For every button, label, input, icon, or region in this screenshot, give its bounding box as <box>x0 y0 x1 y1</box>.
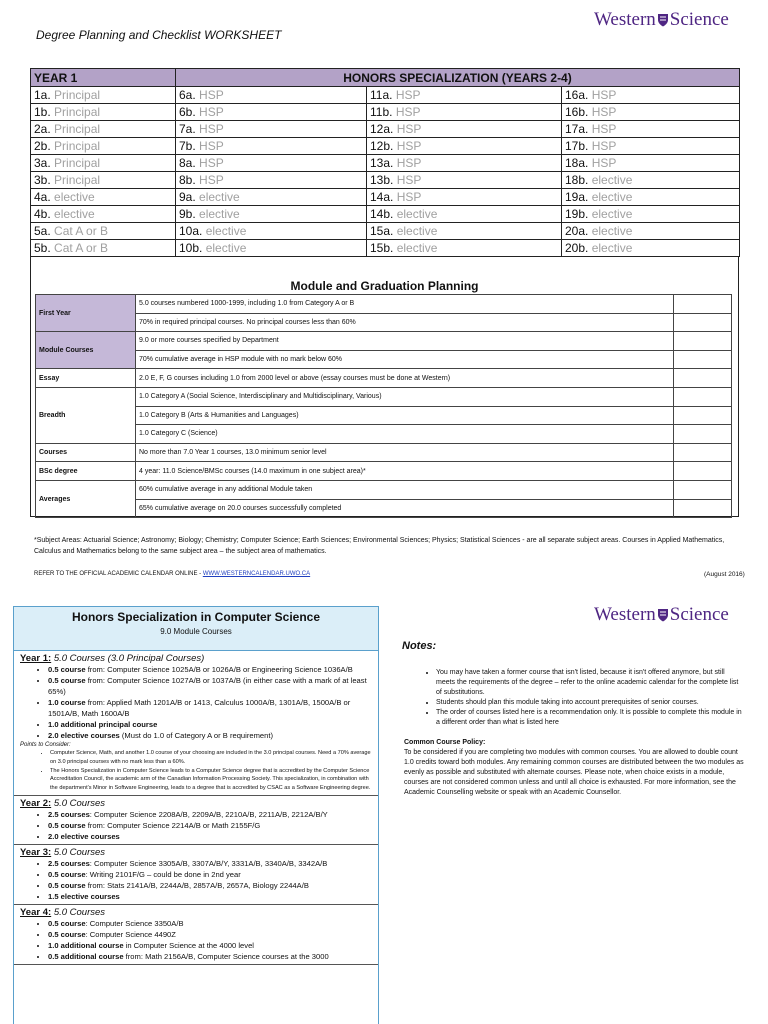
requirement-amount: 0.5 course <box>48 880 86 890</box>
planning-category: Courses <box>36 443 136 462</box>
planning-check-cell[interactable] <box>674 350 732 369</box>
course-requirement <box>48 891 372 902</box>
grid-row <box>31 155 740 172</box>
course-requirement <box>48 664 372 675</box>
course-requirement <box>48 880 372 891</box>
year-label: Year 3: <box>20 846 52 858</box>
year-label: Year 1: <box>20 653 52 664</box>
slot-label: 1b. <box>34 105 51 119</box>
course-slot[interactable] <box>562 87 740 104</box>
requirement-amount: 2.5 courses <box>48 858 90 868</box>
slot-placeholder: HSP <box>591 139 617 153</box>
course-slot[interactable] <box>176 87 367 104</box>
slot-placeholder: HSP <box>199 88 224 102</box>
slot-label: 11b. <box>370 105 393 119</box>
course-slot[interactable] <box>31 121 176 138</box>
slot-placeholder: Cat A or B <box>54 241 109 255</box>
module-graduation-planning <box>30 257 739 517</box>
slot-placeholder: HSP <box>591 122 617 136</box>
requirement-amount: 1.0 additional principal course <box>48 720 158 729</box>
slot-placeholder: HSP <box>199 156 224 170</box>
honors-header-box <box>14 607 378 651</box>
slot-label: 1a. <box>34 88 51 102</box>
slot-label: 4a. <box>34 190 51 204</box>
requirement-amount: 0.5 course <box>48 929 86 939</box>
slot-placeholder: elective <box>396 241 438 255</box>
requirement-amount: 0.5 additional course <box>48 951 124 961</box>
planning-row <box>36 425 732 444</box>
crest-icon <box>657 608 669 622</box>
slot-placeholder: elective <box>205 241 247 255</box>
western-science-logo <box>594 9 729 31</box>
grid-row <box>31 87 740 104</box>
point-item: • Computer Science, Math, and another 1.0 course of your choosing are included in the 3.0 principal courses. Need a 70% average on 3.0 principal courses with no mark less than a 60%. <box>50 749 372 767</box>
slot-label: 7b. <box>179 139 196 153</box>
slot-label: 2b. <box>34 139 51 153</box>
slot-label: 17a. <box>565 122 589 136</box>
year-course-list <box>20 918 372 962</box>
slot-placeholder: elective <box>396 224 438 238</box>
planning-check-cell[interactable] <box>674 332 732 351</box>
course-requirement <box>48 719 372 730</box>
planning-row <box>36 462 732 481</box>
course-slot[interactable] <box>31 104 176 121</box>
slot-label: 11a. <box>370 88 393 102</box>
grid-row <box>31 172 740 189</box>
slot-label: 18a. <box>565 156 589 170</box>
year-section <box>14 905 378 965</box>
course-slot[interactable] <box>367 172 562 189</box>
requirement-amount: 2.5 courses <box>48 809 90 819</box>
grid-row <box>31 240 740 257</box>
slot-label: 13a. <box>370 156 394 170</box>
requirement-amount: 1.0 course <box>48 698 86 707</box>
slot-label: 20b. <box>565 241 589 255</box>
slot-label: 15a. <box>370 224 394 238</box>
course-slot[interactable] <box>176 172 367 189</box>
course-slot[interactable] <box>562 189 740 206</box>
slot-label: 16a. <box>565 88 589 102</box>
requirement-amount: 0.5 course <box>48 665 86 674</box>
planning-check-cell[interactable] <box>674 425 732 444</box>
course-slot[interactable] <box>367 138 562 155</box>
slot-placeholder: elective <box>54 190 95 204</box>
slot-label: 2a. <box>34 122 51 136</box>
note-item: • Students should plan this module taking into account prerequisites of senior courses. <box>436 698 744 708</box>
course-slot[interactable] <box>367 223 562 240</box>
course-slot[interactable] <box>367 121 562 138</box>
slot-placeholder: Principal <box>54 156 101 170</box>
course-slot[interactable] <box>31 206 176 223</box>
planning-category: Averages <box>36 480 136 517</box>
points-to-consider-label: Points to Consider: <box>20 742 71 748</box>
planning-row <box>36 499 732 518</box>
slot-label: 3a. <box>34 156 51 170</box>
western-science-logo-2 <box>594 604 729 626</box>
slot-placeholder: HSP <box>395 88 421 102</box>
year-course-list <box>20 664 372 741</box>
requirement-amount: 2.0 elective courses <box>48 731 120 740</box>
slot-placeholder: Principal <box>54 105 101 119</box>
requirement-detail: in Computer Science at the 4000 level <box>123 940 254 950</box>
course-slot[interactable] <box>176 138 367 155</box>
slot-placeholder: HSP <box>396 122 422 136</box>
slot-placeholder: elective <box>591 173 633 187</box>
grid-row <box>31 223 740 240</box>
course-slot[interactable] <box>31 87 176 104</box>
planning-row <box>36 480 732 499</box>
course-slot[interactable] <box>367 189 562 206</box>
course-grid <box>30 68 740 257</box>
course-requirement <box>48 929 372 940</box>
honors-title: Honors Specialization in Computer Science <box>71 610 321 624</box>
planning-table <box>35 294 732 518</box>
planning-requirement: 4 year: 11.0 Science/BMSc courses (14.0 maximum in one subject area)* <box>136 462 674 481</box>
planning-requirement: 60% cumulative average in any additional Module taken <box>136 480 674 499</box>
course-slot[interactable] <box>176 121 367 138</box>
requirement-detail: : Computer Science 3305A/B, 3307A/B/Y, 3331A/B, 3340A/B, 3342A/B <box>89 858 328 868</box>
slot-label: 19a. <box>565 190 589 204</box>
refer-calendar <box>34 571 310 577</box>
logo-science-text: Science <box>669 604 729 625</box>
year-course-list <box>20 858 372 902</box>
slot-placeholder: HSP <box>395 105 421 119</box>
logo-western-text: Western <box>594 9 656 30</box>
point-item: • The Honors Specialization in Computer Science leads to a Computer Science degree that is accredited by the Computer Science Accreditation Council, the academic arm of the Canadian Information Processing Society. This specialization, in combination with the department's Minor in Software Engineering, leads to a degree that is accredited by CSAC as a Software Engineering degree. <box>50 767 372 793</box>
slot-label: 6b. <box>179 105 196 119</box>
requirement-amount: 1.0 additional course <box>48 940 124 950</box>
course-slot[interactable] <box>562 138 740 155</box>
planning-row <box>36 313 732 332</box>
planning-row <box>36 369 732 388</box>
course-slot[interactable] <box>31 240 176 257</box>
year-heading <box>20 798 372 809</box>
slot-label: 18b. <box>565 173 589 187</box>
planning-row <box>36 443 732 462</box>
policy-heading: Common Course Policy: <box>404 739 486 746</box>
logo-western-text: Western <box>594 604 656 625</box>
course-slot[interactable] <box>367 206 562 223</box>
course-slot[interactable] <box>367 104 562 121</box>
slot-placeholder: Principal <box>54 122 101 136</box>
requirement-amount: 0.5 course <box>48 869 86 879</box>
course-requirement <box>48 675 372 697</box>
course-slot[interactable] <box>176 206 367 223</box>
slot-label: 4b. <box>34 207 51 221</box>
requirement-detail: : Computer Science 4490Z <box>85 929 176 939</box>
year-heading <box>20 653 372 664</box>
grid-row <box>31 138 740 155</box>
slot-placeholder: elective <box>396 207 438 221</box>
course-requirement <box>48 869 372 880</box>
subject-areas-footnote: *Subject Areas: Actuarial Science; Astronomy; Biology; Chemistry; Computer Science; Earth Sciences; Environmental Sciences; Physics; Statistical Sciences - are all separate subject areas. Courses in Applied Mathematics, Calculus and Mathematics belong to the same subject area – the subject area of mathematics. <box>34 537 725 555</box>
year-label: Year 4: <box>20 906 52 918</box>
requirement-amount: 2.0 elective courses <box>48 831 120 841</box>
planning-check-cell[interactable] <box>674 443 732 462</box>
course-slot[interactable] <box>176 155 367 172</box>
course-slot[interactable] <box>562 172 740 189</box>
logo-science-text: Science <box>669 9 729 30</box>
slot-label: 13b. <box>370 173 394 187</box>
year-section <box>14 845 378 905</box>
course-slot[interactable] <box>31 172 176 189</box>
planning-category: Essay <box>36 369 136 388</box>
slot-placeholder: HSP <box>199 105 224 119</box>
course-requirement <box>48 858 372 869</box>
year-course-count: 5.0 Courses <box>53 906 106 918</box>
slot-label: 12a. <box>370 122 394 136</box>
grid-row <box>31 189 740 206</box>
slot-label: 5a. <box>34 224 51 238</box>
slot-placeholder: Principal <box>54 139 101 153</box>
notes-heading: Notes: <box>402 640 437 652</box>
course-slot[interactable] <box>562 121 740 138</box>
course-slot[interactable] <box>562 104 740 121</box>
slot-label: 9a. <box>179 190 196 204</box>
notes-list <box>404 668 744 728</box>
honors-cs-box <box>13 606 379 1024</box>
planning-check-cell[interactable] <box>674 387 732 406</box>
year-course-list <box>20 809 372 842</box>
slot-label: 14a. <box>370 190 394 204</box>
planning-check-cell[interactable] <box>674 313 732 332</box>
planning-requirement: 1.0 Category C (Science) <box>136 425 674 444</box>
requirement-detail: from: Computer Science 2214A/B or Math 2155F/G <box>85 820 261 830</box>
planning-requirement: No more than 7.0 Year 1 courses, 13.0 minimum senior level <box>136 443 674 462</box>
course-requirement <box>48 730 372 741</box>
slot-placeholder: elective <box>199 207 240 221</box>
slot-placeholder: elective <box>591 224 633 238</box>
course-slot[interactable] <box>562 240 740 257</box>
requirement-detail: : Writing 2101F/G – could be done in 2nd year <box>85 869 241 879</box>
slot-placeholder: Cat A or B <box>54 224 109 238</box>
slot-placeholder: elective <box>591 207 633 221</box>
course-slot[interactable] <box>562 206 740 223</box>
honors-header: HONORS SPECIALIZATION (YEARS 2-4) <box>176 69 740 87</box>
planning-requirement: 65% cumulative average on 20.0 courses successfully completed <box>136 499 674 518</box>
planning-row <box>36 295 732 314</box>
grid-row <box>31 206 740 223</box>
planning-row <box>36 350 732 369</box>
requirement-detail: : Computer Science 3350A/B <box>85 918 184 928</box>
note-item: • You may have taken a former course that isn't listed, because it isn't offered anymore, but still meets the requirements of the degree – refer to the online academic calendar for the complete list of substitutions. <box>436 668 744 698</box>
slot-placeholder: HSP <box>591 105 617 119</box>
slot-label: 8b. <box>179 173 196 187</box>
year-course-count: 5.0 Courses <box>53 846 106 858</box>
slot-label: 9b. <box>179 207 196 221</box>
slot-placeholder: HSP <box>396 139 422 153</box>
slot-placeholder: HSP <box>591 156 617 170</box>
course-requirement <box>48 697 372 719</box>
planning-requirement: 9.0 or more courses specified by Department <box>136 332 674 351</box>
slot-label: 15b. <box>370 241 394 255</box>
crest-icon <box>657 13 669 27</box>
calendar-link[interactable]: WWW.WESTERNCALENDAR.UWO.CA <box>202 571 311 577</box>
planning-category: Module Courses <box>36 332 136 369</box>
course-slot[interactable] <box>176 189 367 206</box>
slot-label: 6a. <box>179 88 196 102</box>
planning-requirement: 1.0 Category A (Social Science, Interdisciplinary and Multidisciplinary, Various) <box>136 387 674 406</box>
slot-label: 17b. <box>565 139 589 153</box>
slot-label: 20a. <box>565 224 589 238</box>
requirement-amount: 0.5 course <box>48 820 86 830</box>
requirement-detail: from: Math 2156A/B, Computer Science courses at the 3000 <box>123 951 329 961</box>
course-slot[interactable] <box>176 104 367 121</box>
planning-check-cell[interactable] <box>674 499 732 518</box>
course-slot[interactable] <box>31 155 176 172</box>
requirement-detail: : Computer Science 2208A/B, 2209A/B, 2210A/B, 2211A/B, 2212A/B/Y <box>89 809 328 819</box>
course-requirement <box>48 951 372 962</box>
year-section <box>14 796 378 845</box>
slot-placeholder: HSP <box>396 173 422 187</box>
planning-requirement: 70% in required principal courses. No principal courses less than 60% <box>136 313 674 332</box>
course-slot[interactable] <box>367 240 562 257</box>
year1-header: YEAR 1 <box>31 69 176 87</box>
notes-section <box>404 668 744 798</box>
page-title: Degree Planning and Checklist WORKSHEET <box>36 28 282 42</box>
slot-placeholder: HSP <box>199 173 224 187</box>
note-item: • The order of courses listed here is a recommendation only. It is possible to complete this module in a different order than what is listed here <box>436 708 744 728</box>
course-requirement <box>48 940 372 951</box>
slot-label: 12b. <box>370 139 394 153</box>
slot-placeholder: Principal <box>54 88 101 102</box>
policy-text: To be considered if you are completing two modules with common courses. You are allowed to double count 1.0 credits toward both modules. Any remaining common courses are distributed between the two modules as evenly as possible and substituted with alternate courses. Please note, when choice exists in a module, courses are not considered common unless and until all choice is exhausted. For more information, see the Academic Counselling website or speak with an Academic Counsellor. <box>404 749 744 796</box>
requirement-detail: from: Computer Science 1025A/B or 1026A/B or Engineering Science 1036A/B <box>85 665 353 674</box>
honors-subtitle: 9.0 Module Courses <box>160 627 232 636</box>
slot-placeholder: elective <box>205 224 247 238</box>
slot-label: 8a. <box>179 156 196 170</box>
planning-check-cell[interactable] <box>674 462 732 481</box>
slot-label: 14b. <box>370 207 394 221</box>
planning-row <box>36 332 732 351</box>
slot-label: 16b. <box>565 105 589 119</box>
slot-placeholder: elective <box>54 207 95 221</box>
year-heading <box>20 907 372 918</box>
planning-category: Breadth <box>36 387 136 443</box>
requirement-amount: 1.5 elective courses <box>48 891 120 901</box>
slot-label: 19b. <box>565 207 589 221</box>
planning-requirement: 70% cumulative average in HSP module with no mark below 60% <box>136 350 674 369</box>
course-slot[interactable] <box>176 240 367 257</box>
slot-placeholder: HSP <box>396 190 422 204</box>
requirement-detail: from: Stats 2141A/B, 2244A/B, 2857A/B, 2657A, Biology 2244A/B <box>85 880 309 890</box>
planning-category: BSc degree <box>36 462 136 481</box>
course-slot[interactable] <box>562 223 740 240</box>
course-requirement <box>48 918 372 929</box>
course-requirement <box>48 831 372 842</box>
course-slot[interactable] <box>31 223 176 240</box>
requirement-detail: (Must do 1.0 of Category A or B requirement) <box>119 731 273 740</box>
requirement-amount: 0.5 course <box>48 676 86 685</box>
requirement-detail: from: Applied Math 1201A/B or 1413, Calculus 1000A/B, 1301A/B, 1500A/B or 1501A/B, Math 1600A/B <box>48 698 351 718</box>
course-slot[interactable] <box>562 155 740 172</box>
planning-check-cell[interactable] <box>674 480 732 499</box>
slot-placeholder: HSP <box>199 122 224 136</box>
planning-requirement: 5.0 courses numbered 1000-1999, including 1.0 from Category A or B <box>136 295 674 314</box>
planning-row <box>36 387 732 406</box>
course-slot[interactable] <box>31 138 176 155</box>
points-list <box>20 749 372 793</box>
slot-label: 3b. <box>34 173 51 187</box>
year-course-count: 5.0 Courses (3.0 Principal Courses) <box>53 653 205 664</box>
slot-label: 5b. <box>34 241 51 255</box>
slot-placeholder: HSP <box>591 88 617 102</box>
requirement-amount: 0.5 course <box>48 918 86 928</box>
planning-check-cell[interactable] <box>674 295 732 314</box>
requirement-detail: from: Computer Science 1027A/B or 1037A/B (in either case with a mark of at least 65%) <box>48 676 367 696</box>
slot-placeholder: HSP <box>396 156 422 170</box>
grid-row <box>31 104 740 121</box>
course-slot[interactable] <box>176 223 367 240</box>
planning-check-cell[interactable] <box>674 369 732 388</box>
revision-date: (August 2016) <box>704 571 745 578</box>
year-course-count: 5.0 Courses <box>53 797 106 809</box>
year-label: Year 2: <box>20 797 52 809</box>
slot-placeholder: elective <box>591 190 633 204</box>
planning-row <box>36 406 732 425</box>
course-requirement <box>48 820 372 831</box>
course-slot[interactable] <box>367 155 562 172</box>
course-slot[interactable] <box>31 189 176 206</box>
refer-text: REFER TO THE OFFICIAL ACADEMIC CALENDAR ONLINE - <box>34 571 203 577</box>
year-section <box>14 651 378 796</box>
slot-label: 7a. <box>179 122 196 136</box>
slot-label: 10a. <box>179 224 203 238</box>
slot-placeholder: elective <box>199 190 240 204</box>
course-slot[interactable] <box>367 87 562 104</box>
slot-placeholder: Principal <box>54 173 101 187</box>
course-requirement <box>48 809 372 820</box>
planning-requirement: 2.0 E, F, G courses including 1.0 from 2000 level or above (essay courses must be done at Western) <box>136 369 674 388</box>
planning-category: First Year <box>36 295 136 332</box>
planning-check-cell[interactable] <box>674 406 732 425</box>
grid-row <box>31 121 740 138</box>
slot-placeholder: elective <box>591 241 633 255</box>
slot-placeholder: HSP <box>199 139 224 153</box>
planning-requirement: 1.0 Category B (Arts & Humanities and Languages) <box>136 406 674 425</box>
slot-label: 10b. <box>179 241 203 255</box>
planning-title: Module and Graduation Planning <box>290 279 479 293</box>
year-heading <box>20 847 372 858</box>
